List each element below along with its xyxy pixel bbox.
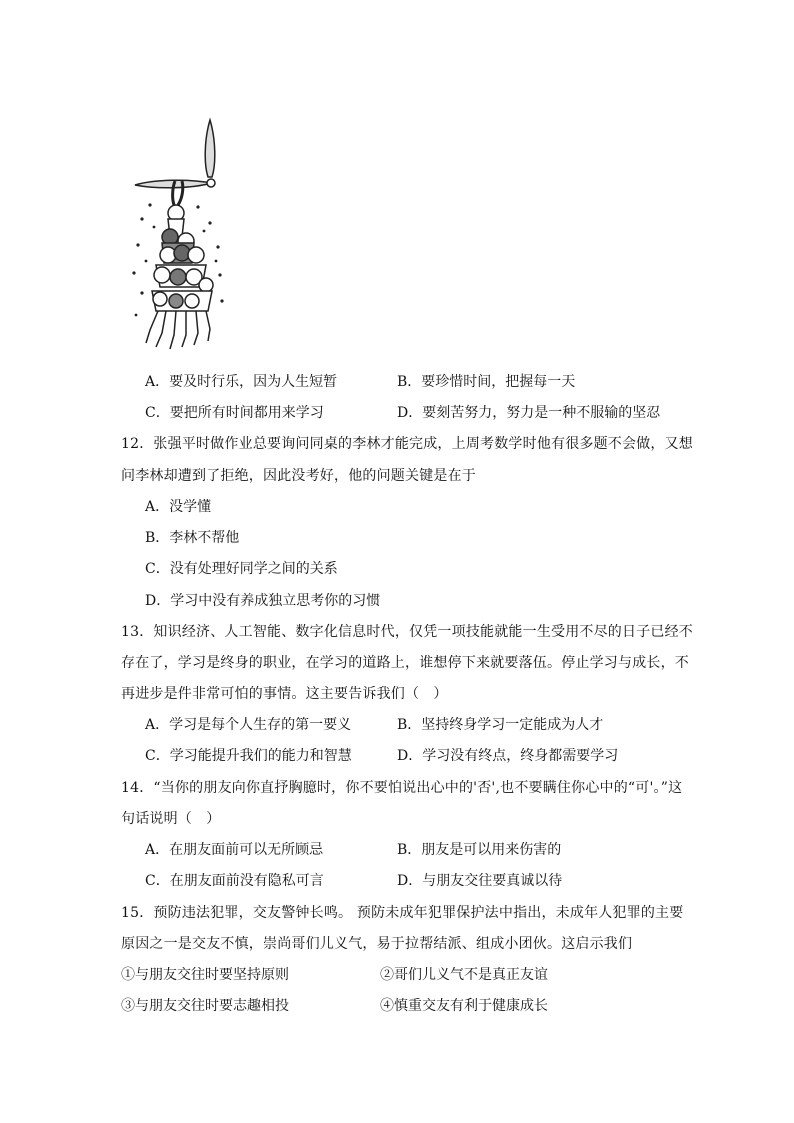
q13-option-a: A．学习是每个人生存的第一要义 — [145, 717, 352, 733]
q12-stem-line-1: 12．张强平时做作业总要询问同桌的李林才能完成，上周考数学时他有很多题不会做，又想 — [121, 436, 694, 452]
q13-stem-line-3: 再进步是件非常可怕的事情。这主要告诉我们（ ） — [121, 686, 448, 702]
q12-stem-line-2: 问李林却遭到了拒绝，因此没考好，他的问题关键是在于 — [121, 468, 476, 484]
q13-stem-line-1: 13．知识经济、人工智能、数字化信息时代，仅凭一项技能就能一生受用不尽的日子已经不 — [121, 624, 694, 640]
q15-choice-3: ③与朋友交往时要志趣相投 — [121, 998, 289, 1014]
q15-stem-line-2: 原因之一是交友不慎，崇尚哥们儿义气，易于拉帮结派、组成小团伙。这启示我们 — [121, 936, 633, 952]
q13-option-d: D．学习没有终点，终身都需要学习 — [397, 748, 619, 764]
q13-stem-line-2: 存在了，学习是终身的职业，在学习的道路上，谁想停下来就要落伍。停止学习与成长，不 — [121, 655, 689, 671]
q11-option-c: C．要把所有时间都用来学习 — [145, 405, 324, 421]
q14-stem-line-2: 句话说明（ ） — [121, 811, 221, 827]
q15-choice-4: ④慎重交友有利于健康成长 — [380, 998, 548, 1014]
q14-option-a: A．在朋友面前可以无所顾忌 — [145, 842, 324, 858]
q13-option-b: B．坚持终身学习一定能成为人才 — [397, 717, 604, 733]
q12-option-a: A．没学懂 — [145, 499, 212, 515]
q14-option-c: C．在朋友面前没有隐私可言 — [145, 873, 324, 889]
q15-choice-2: ②哥们儿义气不是真正友谊 — [380, 967, 548, 983]
q15-stem-line-1: 15．预防违法犯罪，交友警钟长鸣。 预防未成年犯罪保护法中指出，未成年人犯罪的主要 — [121, 905, 684, 921]
q14-stem-line-1: 14．“当你的朋友向你直抒胸臆时，你不要怕说出心中的'否',也不要瞒住你心中的“可'。”这 — [121, 780, 683, 796]
q13-option-c: C．学习能提升我们的能力和智慧 — [145, 748, 352, 764]
helicopter-chain-of-people-illustration — [120, 115, 230, 360]
q12-option-b: B．李林不帮他 — [145, 530, 240, 546]
q14-option-d: D．与朋友交往要真诚以待 — [397, 873, 563, 889]
q11-option-b: B．要珍惜时间，把握每一天 — [397, 374, 576, 390]
q12-option-c: C．没有处理好同学之间的关系 — [145, 561, 338, 577]
q11-option-d: D．要刻苦努力，努力是一种不服输的坚忍 — [397, 405, 661, 421]
q12-option-d: D．学习中没有养成独立思考你的习惯 — [145, 593, 381, 609]
q11-option-a: A．要及时行乐，因为人生短暂 — [145, 374, 338, 390]
q15-choice-1: ①与朋友交往时要坚持原则 — [121, 967, 289, 983]
q14-option-b: B．朋友是可以用来伤害的 — [397, 842, 562, 858]
